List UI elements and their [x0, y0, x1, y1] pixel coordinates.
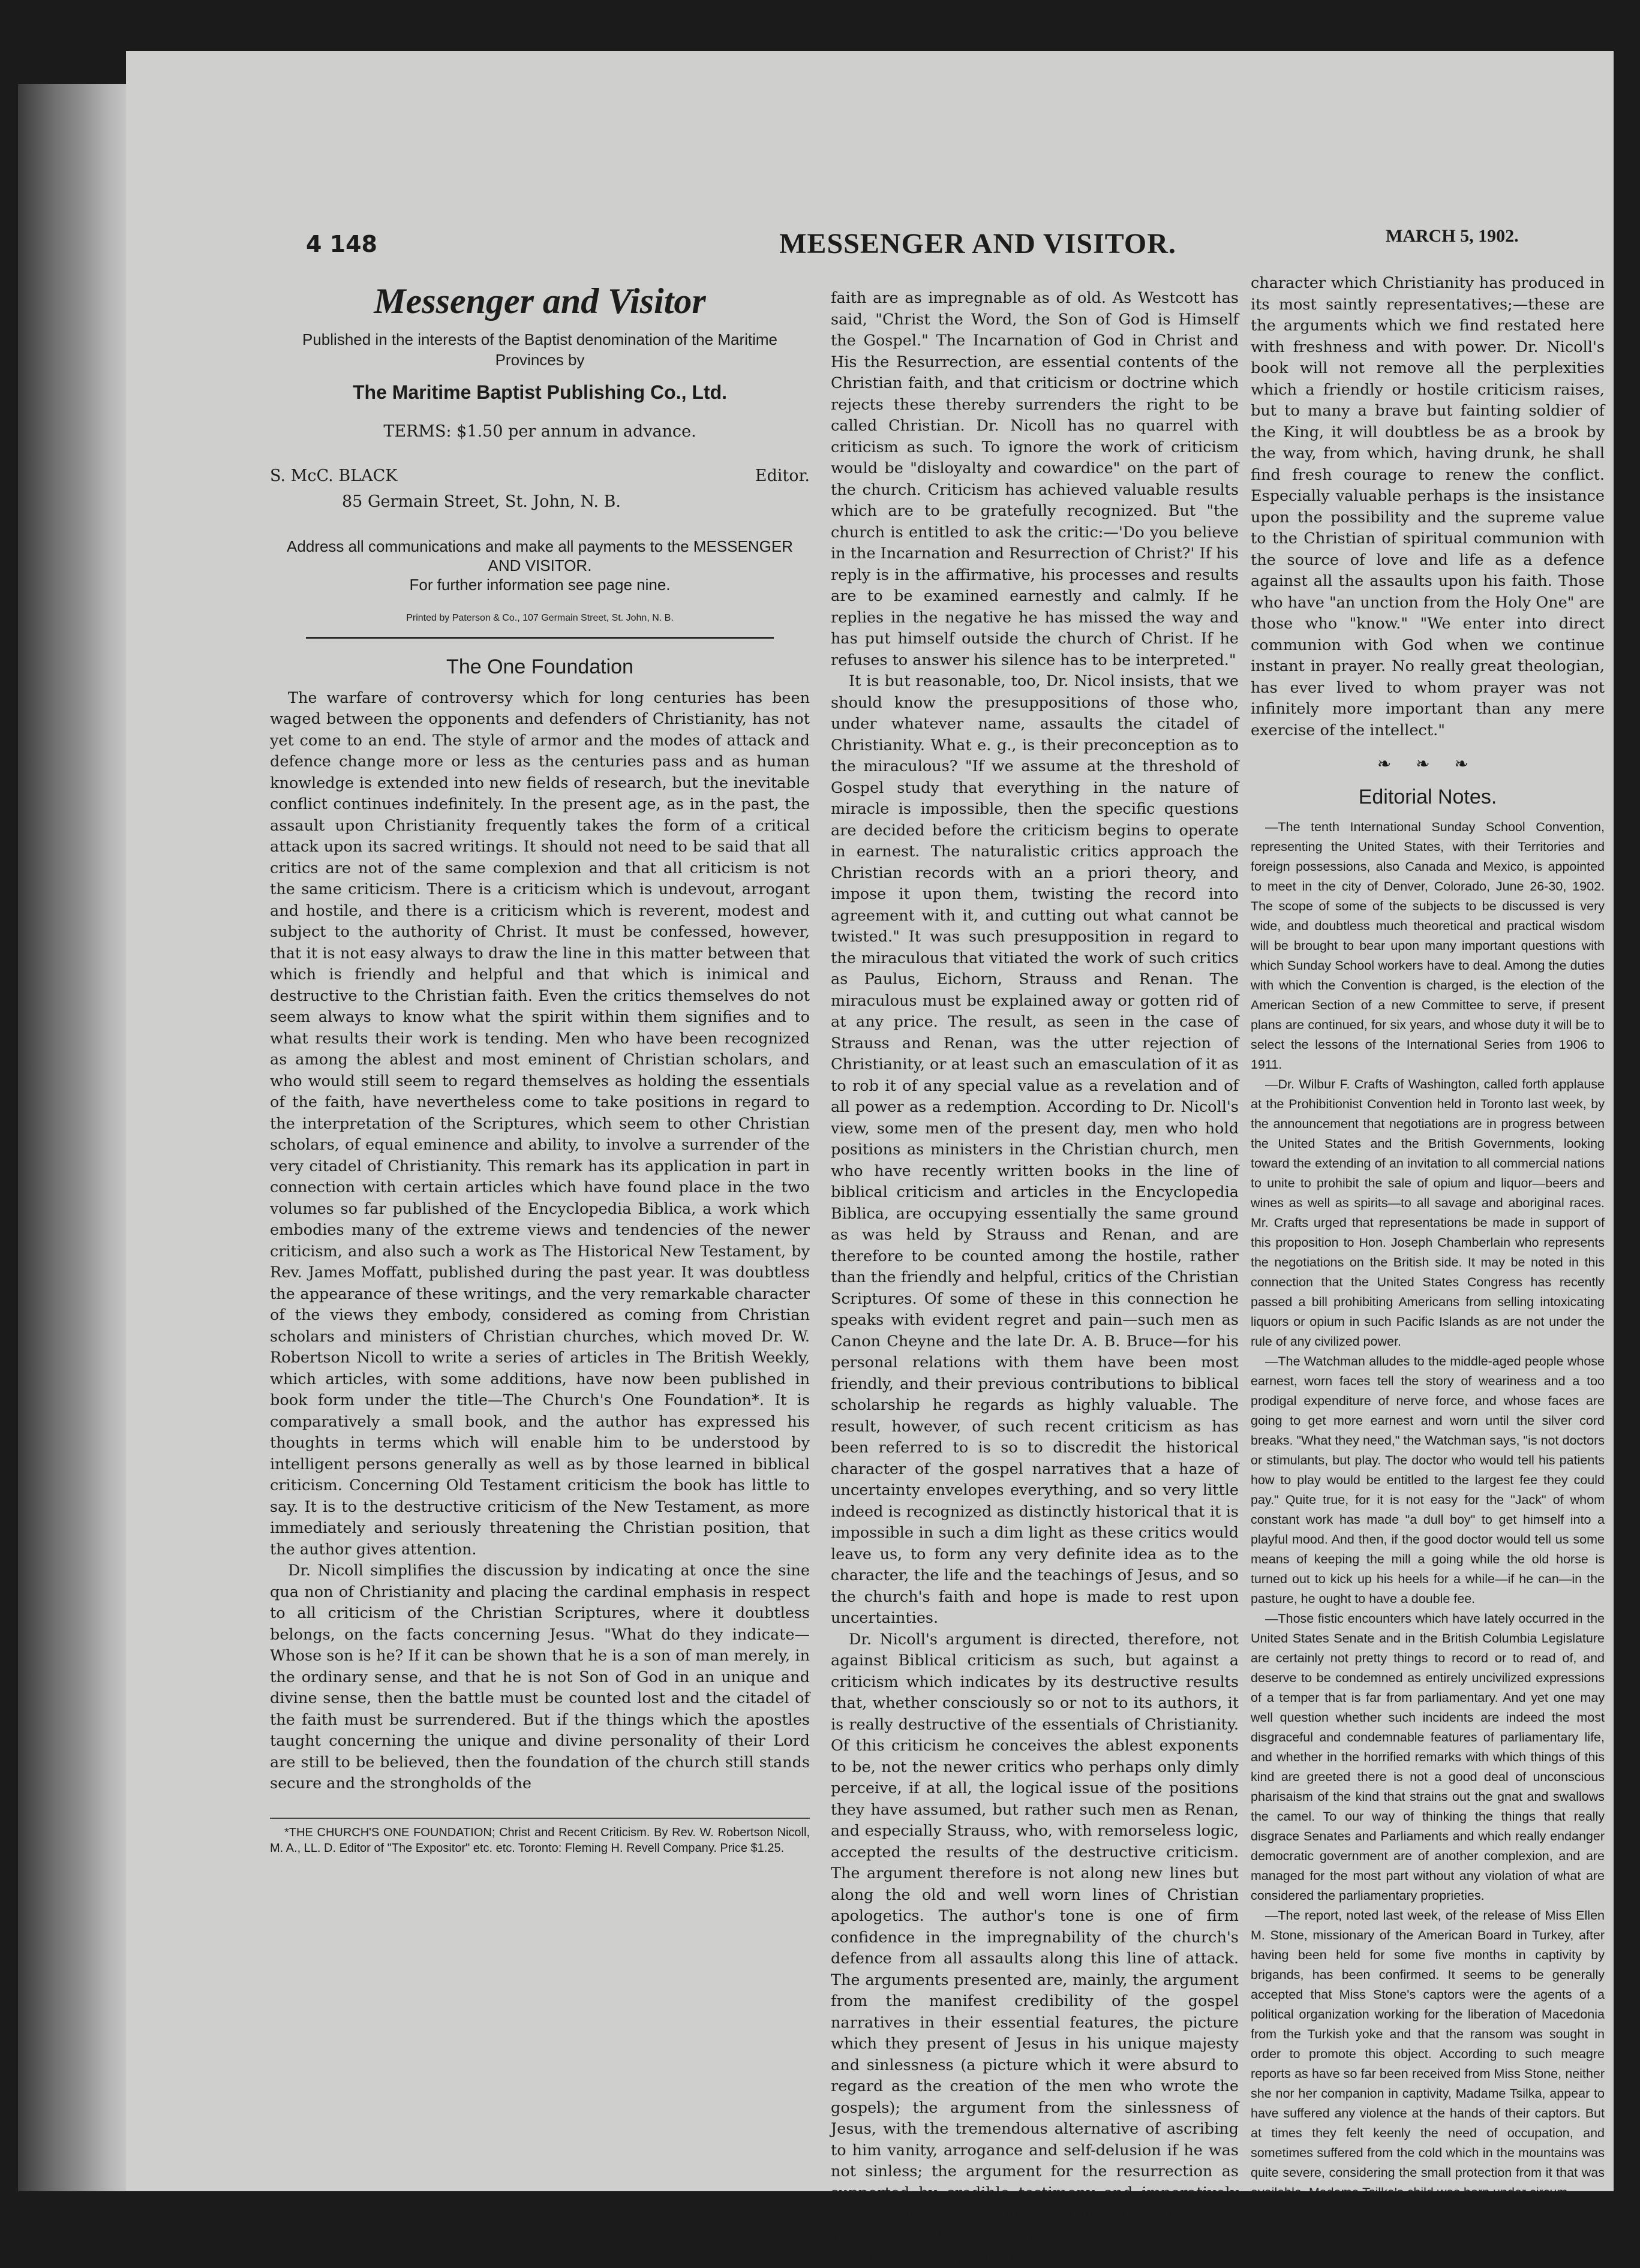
info-notice: For further information see page nine. [409, 575, 671, 594]
issue-date: MARCH 5, 1902. [1386, 226, 1519, 246]
editor-name: S. McC. BLACK [270, 466, 398, 485]
editorial-note: —Those fistic encounters which have lately occurred in the United States Senate and in the British Columbia Legislature are certainly not pretty things to record or to read of, and deserve to be condemned as entirely uncivilized expressions of a temper that is far from parliamentary. And yet one may well question whether such incidents are indeed the most disgraceful and condemnable features of parliamentary life, and whether in the horrified remarks with which things of this kind are greeted there is not a good deal of unconscious pharisaism of the kind that strains out the gnat and swallows the camel. To our way of thinking the things that really disgrace Senates and Parliaments and which really endanger democratic government are of another complexion, and are managed for the most part without any violation of what are considered the parliamentary proprieties. [1251, 1611, 1605, 1903]
masthead-rule [306, 637, 774, 639]
article-paragraph: Dr. Nicoll simplifies the discussion by indicating at once the sine qua non of Christianity and placing the cardinal emphasis in respect to all criticism of the Christian Scriptures, where it doubtless belongs, on the facts concerning Jesus. "What do they indicate—Whose son is he? If it can be shown that he is a son of man merely, in the ordinary sense, and that he is not Son of God in an unique and divine sense, then the battle must be counted lost and the citadel of the faith must be surrendered. But if the things which the apostles taught concerning the unique and divine personality of their Lord are still to be believed, then the foundation of the church still stands secure and the strongholds of the [270, 1562, 810, 1792]
printer-line: Printed by Paterson & Co., 107 Germain Street, St. John, N. B. [406, 612, 674, 623]
running-head: MESSENGER AND VISITOR. [779, 228, 1176, 260]
editorial-note: —The tenth International Sunday School Convention, representing the United States, with their Territories and foreign possessions, also Canada and Mexico, is appointed to meet in the city of Denver, Colorado, June 26-30, 1902. The scope of some of the subjects to be discussed is very wide, and doubtless much theoretical and practical wisdom will be brought to bear upon many important questions with which Sunday School workers have to deal. Among the duties with which the Convention is charged, is the election of the American Section of a new Committee to serve, if present plans are continued, for six years, and whose duty it will be to select the lessons of the International Series from 1906 to 1911. [1251, 820, 1605, 1072]
column-1 [270, 281, 810, 1856]
editorial-note: —Dr. Wilbur F. Crafts of Washington, called forth applause at the Prohibitionist Convention held in Toronto last week, by the announcement that negotiations are in progress between the United States and the British Governments, looking toward the extending of an invitation to all commercial nations to unite to prohibit the sale of opium and liquor—beers and wines as well as spirits—to all savage and aboriginal races. Mr. Crafts urged that representations be made in support of this proposition to Hon. Joseph Chamberlain who represents the negotiations on the British side. It may be noted in this connection that the United States Congress has recently passed a bill prohibiting Americans from selling intoxicating liquors or opium in such Pacific Islands as are not under the rule of any civilized power. [1251, 1077, 1605, 1349]
masthead-title: Messenger and Visitor [374, 281, 706, 321]
article-footnote: *THE CHURCH'S ONE FOUNDATION; Christ and Recent Criticism. By Rev. W. Robertson Nicoll, M. A., LL. D. Editor of "The Expositor" etc. etc. Toronto: Fleming H. Revell Company. Price $1.25. [270, 1818, 810, 1856]
article-paragraph: faith are as impregnable as of old. As Westcott has said, "Christ the Word, the Son of God is Himself the Gospel." The Incarnation of God in Christ and His the Resurrection, are essential contents of the Christian faith, and that criticism or doctrine which rejects these thereby surrenders the right to be called Christian. Dr. Nicoll has no quarrel with criticism as such. To ignore the work of criticism would be "disloyalty and cowardice" on the part of the church. Criticism has achieved valuable results which are to be gratefully recognized. But "the church is entitled to ask the critic:—'Do you believe in the Incarnation and Resurrection of Christ?' If his reply is in the affirmative, his processes and results are to be examined earnestly and calmly. If he replies in the negative he has missed the way and has put himself outside the church of Christ. If he refuses to answer his silence has to be interpreted." [831, 289, 1239, 669]
column-2 [831, 288, 1239, 2268]
article-paragraph: The warfare of controversy which for long centuries has been waged between the opponents and defenders of Christianity, has not yet come to an end. The style of armor and the modes of attack and defence change more or less as the centuries pass and as human knowledge is extended into new fields of research, but the inevitable conflict continues indefinitely. In the present age, as in the past, the assault upon Christianity frequently takes the form of a critical attack upon its sacred writings. It should not need to be said that all critics are not of the same complexion and that all criticism is not the same criticism. There is a criticism which is undevout, arrogant and hostile, and there is a criticism which is reverent, modest and subject to the authority of Christ. It must be confessed, however, that it is not easy always to draw the line in this matter between that which is friendly and helpful and that which is inimical and destructive to the Christian faith. Even the critics themselves do not seem always to know what the spirit within them signifies and to what results their work is tending. Men who have been recognized as among the ablest and most eminent of Christian scholars, and who would still seem to regard themselves as holding the essentials of the faith, have nevertheless come to take positions in regard to the interpretation of the Scriptures, which seem to other Christian scholars, of equal eminence and ability, to involve a surrender of the very citadel of Christianity. This remark has its application in part in connection with certain articles which have found place in the two volumes so far published of the Encyclopedia Biblica, a work which embodies many of the extreme views and tendencies of the newer criticism, and also such a work as The Historical New Testament, by Rev. James Moffatt, published during the past year. It was doubtless the appearance of these writings, and the very remarkable character of the views they embody, considered as coming from Christian scholars and ministers of Christian churches, which moved Dr. W. Robertson Nicoll to write a series of articles in The British Weekly, which articles, with some additions, have now been published in book form under the title—The Church's One Foundation*. It is comparatively a small book, and the author has expressed his thoughts in terms which will enable him to be understood by intelligent persons generally as well as by those learned in biblical criticism. Concerning Old Testament criticism the book has little to say. It is to the destructive criticism of the New Testament, as more immediately and seriously threatening the Christian position, that the author gives attention. [270, 688, 810, 1559]
column-3 [1251, 273, 1605, 2203]
masthead-published-line: Published in the interests of the Baptist denomination of the Maritime Provinces by [302, 330, 777, 369]
page-number: 4 148 [306, 231, 377, 257]
editor-address: 85 Germain Street, St. John, N. B. [342, 492, 621, 511]
address-notice: Address all communications and make all payments to the MESSENGER AND VISITOR. [287, 537, 793, 574]
article-paragraph: Dr. Nicoll's argument is directed, therefore, not against Biblical criticism as such, but against a criticism which indicates by its destructive results that, whether consciously so or not to its authors, it is really destructive of the essentials of Christianity. Of this criticism he conceives the ablest exponents to be, not the newer critics who perhaps only dimly perceive, if at all, the logical issue of the positions they have assumed, but rather such men as Renan, and especially Strauss, who, with remorseless logic, accepted the results of the destructive criticism. The argument therefore is not along new lines but along the old and well worn lines of Christian apologetics. The author's tone is one of firm confidence in the impregnability of the church's defence from all assaults along this line of attack. The arguments presented are, mainly, the argument from the manifest credibility of the gospel narratives in their essential features, the picture which they present of Jesus in his unique majesty and sinlessness (a picture which it were absurd to regard as the creation of the men who wrote the gospels); the argument from the sinlessness of Jesus, with the tremendous alternative of ascribing to him vanity, arrogance and self-delusion if he was not sinless; the argument for the resurrection as supported by credible testimony and imperatively demanded by the results that follow; the arguments from Christian experience and from the transcendent type of human [831, 1630, 1239, 2266]
editor-label: Editor. [755, 466, 810, 485]
article-paragraph: character which Christianity has produced in its most saintly representatives;—these are the arguments which we find restated here with freshness and with power. Dr. Nicoll's book will not remove all the perplexities which a friendly or hostile criticism raises, but to many a brave but fainting soldier of the King, it will doubtless be as a brook by the way, from which, having drunk, he shall find fresh courage to renew the conflict. Especially valuable perhaps is the insistance upon the possibility and the supreme value to the Christian of spiritual communion with the source of love and life as a defence against all the assaults upon his faith. Those who have "an unction from the Holy One" are those who "know." "We enter into direct communion with God when we continue instant in prayer. No really great theologian, has ever lived to whom prayer was not infinitely more important than any mere exercise of the intellect." [1251, 274, 1605, 739]
editor-line [270, 465, 810, 487]
section-separator: ❧ ❧ ❧ [1377, 754, 1479, 774]
subscription-terms: TERMS: $1.50 per annum in advance. [383, 422, 696, 441]
article-title: The One Foundation [446, 655, 633, 678]
article-paragraph: It is but reasonable, too, Dr. Nicol insists, that we should know the presuppositions of those who, under whatever name, assaults the citadel of Christianity. What e. g., is their preconception as to the miraculous? "If we assume at the threshold of Gospel study that everything in the nature of miracle is impossible, then the specific questions are decided before the criticism begins to operate in earnest. The naturalistic critics approach the Christian records with an a priori theory, and impose it upon them, twisting the record into agreement with it, and cutting out what cannot be twisted." It was such presupposition in regard to the miraculous that vitiated the work of such critics as Paulus, Eichorn, Strauss and Renan. The miraculous must be explained away or gotten rid of at any price. The result, as seen in the case of Strauss and Renan, was the utter rejection of Christianity, or at least such an emasculation of it as to rob it of any special value as a revelation and of all power as a redemption. According to Dr. Nicoll's view, some men of the present day, men who hold positions as ministers in the Christian church, men who have recently written books in the line of biblical criticism and articles in the Encyclopedia Biblica, are occupying essentially the same ground as was held by Strauss and Renan, and are therefore to be counted among the hostile, rather than the friendly and helpful, critics of the Christian Scriptures. Of some of these in this connection he speaks with evident regret and pain—such men as Canon Cheyne and the late Dr. A. B. Bruce—for his personal relations with them have been most friendly, and their previous contributions to biblical scholarship he regards as highly valuable. The result, however, of such recent criticism as has been referred to is so to discredit the historical character of the gospel narratives that a haze of uncertainty envelopes everything, and so very little indeed is recognized as distinctly historical that it is impossible in such a dim light as these critics would leave us, to form any very definite idea as to the character, the life and the teachings of Jesus, and so the church's faith and hope is made to rest upon uncertainties. [831, 672, 1239, 1627]
newspaper-page [126, 51, 1614, 2266]
publisher-name: The Maritime Baptist Publishing Co., Ltd. [352, 381, 727, 403]
editorial-note: —The report, noted last week, of the release of Miss Ellen M. Stone, missionary of the American Board in Turkey, after having been held for some five months in captivity by brigands, has been confirmed. It seems to be generally accepted that Miss Stone's captors were the agents of a political organization working for the liberation of Macedonia from the Turkish yoke and that the ransom was sought in order to promote this object. According to such meagre reports as have so far been received from Miss Stone, neither she nor her companion in captivity, Madame Tsilka, appear to have suffered any violence at the hands of their captors. But at times they felt keenly the need of occupation, and sometimes suffered from the cold which in the mountains was quite severe, considering the small protection from it that was available. Madame Tsilka's child was born under circum- [1251, 1908, 1605, 2200]
editorial-notes-title: Editorial Notes. [1358, 785, 1497, 808]
editorial-note: —The Watchman alludes to the middle-aged people whose earnest, worn faces tell the story of weariness and a too prodigal expenditure of nerve force, and whose faces are going to get more earnest and worn until the silver cord breaks. "What they need," the Watchman says, "is not doctors or stimulants, but play. The doctor who would tell his patients how to play would be entitled to the largest fee they could pay." Quite true, for it is not easy for the "Jack" of whom constant work has made "a dull boy" to get himself into a playful mood. And then, if the good doctor would tell us some means of keeping the mill a going while the old horse is turned out to kick up his heels for a while—if he can—in the pasture, he ought to have a double fee. [1251, 1354, 1605, 1606]
book-binding-edge [18, 84, 132, 2191]
editorial-notes [1251, 817, 1605, 2203]
